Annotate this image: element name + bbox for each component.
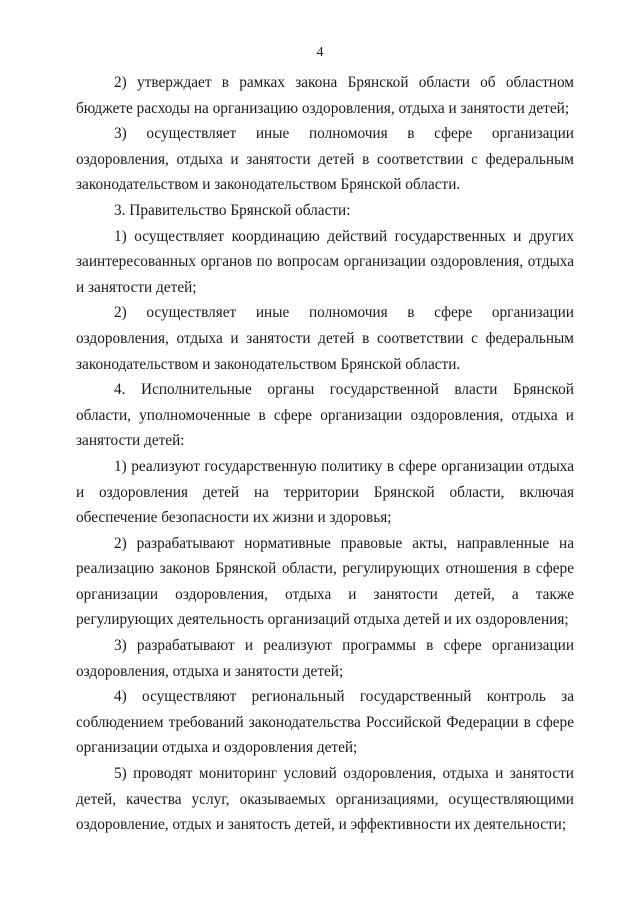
paragraph-other-powers-1: 3) осуществляет иные полномочия в сфере организации оздоровления, отдыха и занятости детей в соответствии с федеральным законодательством и законодательством Брянской области. [76, 125, 574, 194]
paragraph-coordination: 1) осуществляет координацию действий государственных и других заинтересованных органов по вопросам организации оздоровления, отдыха и занятости детей; [76, 227, 574, 296]
paragraph-monitoring: 5) проводят мониторинг условий оздоровления, отдыха и занятости детей, качества услуг, оказываемых организациями, осуществляющими оздоровление, отдых и занятость детей, и эффективности их деятельности; [76, 765, 574, 834]
paragraph-legal-acts: 2) разрабатывают нормативные правовые акты, направленные на реализацию законов Брянской области, регулирующих отношения в сфере организации оздоровления, отдыха и занятости детей, а также регулирующих деятельность организаций отдыха детей и их оздоровления; [76, 534, 574, 629]
paragraph-state-control: 4) осуществляют региональный государственный контроль за соблюдением требований законодательства Российской Федерации в сфере организации отдыха и оздоровления детей; [76, 688, 574, 757]
paragraph-other-powers-2: 2) осуществляет иные полномочия в сфере организации оздоровления, отдыха и занятости детей в соответствии с федеральным законодательством и законодательством Брянской области. [76, 304, 574, 373]
page-number: 4 [316, 45, 324, 60]
paragraph-programs: 3) разрабатывают и реализуют программы в сфере организации оздоровления, отдыха и занятости детей; [76, 637, 574, 680]
paragraph-budget-expenses: 2) утверждает в рамках закона Брянской области об областном бюджете расходы на организацию оздоровления, отдыха и занятости детей; [76, 74, 574, 117]
paragraph-executive-bodies-heading: 4. Исполнительные органы государственной власти Брянской области, уполномоченные в сфере организации оздоровления, отдыха и занятости детей: [76, 381, 574, 450]
document-body [76, 70, 574, 838]
paragraph-government-heading: 3. Правительство Брянской области: [114, 201, 351, 219]
paragraph-state-policy: 1) реализуют государственную политику в сфере организации отдыха и оздоровления детей на территории Брянской области, включая обеспечение безопасности их жизни и здоровья; [76, 457, 574, 527]
